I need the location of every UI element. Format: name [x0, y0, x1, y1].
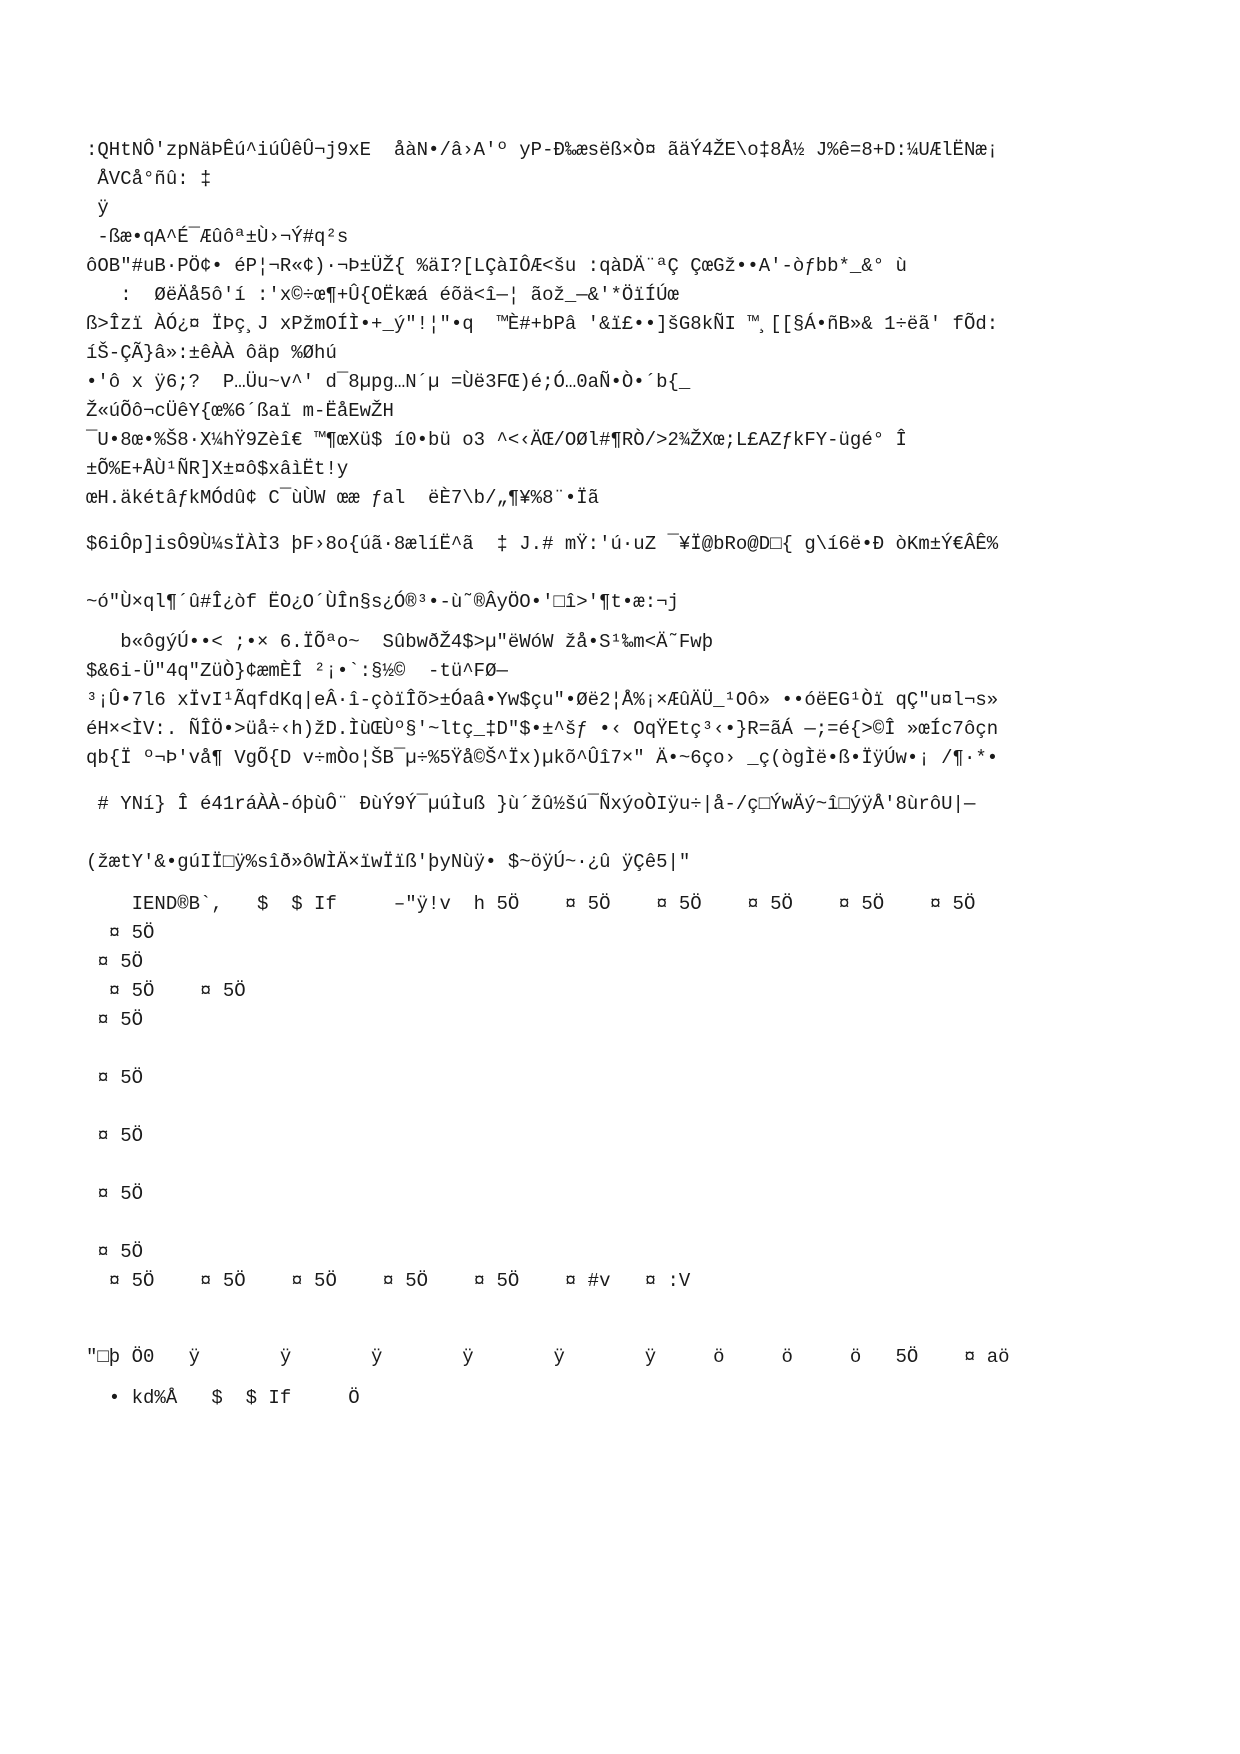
- text-line: ÅVCå°ñû: ‡: [86, 168, 212, 190]
- text-line: ¤ 5Ö: [86, 1183, 144, 1205]
- text-line: ôOB"#uB·PÖ¢• éP¦¬R«¢)·¬Þ±ÜŽ{ %äI?[LÇàIÔÆ<šu :qàDÄ¨ªÇ ÇœGž••A'-òƒbb*_&° ù: [86, 255, 907, 277]
- text-line: ~ó"Ù×ql¶´û#Î¿òf ËO¿O´ÙÎn§s¿Ó®³•-ù˜®ÂyÖO•'□î>'¶t•æ:¬j: [86, 591, 679, 613]
- text-line: :QHtNÔ'zpNäÞÊú^iúÛêÛ¬j9xE åàN•/â›A'º yP-Ð‰æsëß×Ò¤ ãäÝ4ŽE\o‡8Å½ J%ê=8+D:¼UÆlËNæ¡: [86, 139, 999, 161]
- text-line: ¤ 5Ö: [86, 1241, 144, 1263]
- text-line: qb{Ï º¬Þ'vå¶ VgÕ{D v÷mÒo¦ŠB¯µ÷%5Ÿå©Š^Ïx)µkõ^Ûî7×" Ä•~6ço› _ç(ògÌë•ß•ÏÿÚw•¡ /¶·*•: [86, 747, 999, 769]
- text-line: ß>Îzï ÀÓ¿¤ ÏÞç¸J xPžmOÍÌ•+_ý"!¦"•q ™È#+bPâ '&ï£••]šG8kÑI ™¸[[§Á•ñB»& 1÷ëã' fÕd:: [86, 313, 999, 335]
- text-line: $6iÔp]isÔ9Ù¼sÏÀÌ3 þF›8o{úã·8ælíË^ã ‡ J.# mŸ:'ú·uZ ¯¥Ï@bRo@D□{ g\í6ë•Ð òKm±Ý€ÂÊ%: [86, 533, 999, 555]
- text-line: íŠ-ÇÃ}â»:±êÀÀ ôäp %Øhú: [86, 342, 337, 364]
- text-line: ¤ 5Ö: [86, 922, 155, 944]
- text-line: éH×<ÌV:. ÑÎÖ•>üå÷‹h)žD.ÌùŒÙº§'~ltç_‡D"$•±^šƒ •‹ OqŸEtç³‹•}R=ãÁ —;=é{>©Î »œÍc7ôçn: [86, 718, 999, 740]
- text-line: IEND®B`, $ $ If –"ÿ!v h 5Ö ¤ 5Ö ¤ 5Ö ¤ 5Ö ¤ 5Ö ¤ 5Ö: [86, 893, 976, 915]
- text-line: : ØëÄå5ô'í :'x©÷œ¶+Û{OËkæá éõä<î—¦ ãož_—&'*ÖïÍÚœ: [86, 284, 679, 306]
- text-line: ¤ 5Ö: [86, 1067, 144, 1089]
- text-line: (žætY'&•gúIÏ□ÿ%sîð»ôWÌÄ×ïwÏïß'þyNùÿ• $~öÿÚ~·¿û ÿÇê5|": [86, 851, 691, 873]
- text-line: ³¡Û•7l6 xÏvI¹ÃqfdKq|eÂ·î-çòïÎõ>±Óaâ•Yw$çu"•Øë2¦Å%¡×ÆûÄÜ_¹Oô» ••óëEG¹Òï qÇ"u¤l¬s»: [86, 689, 999, 711]
- text-line: ¯U•8œ•%Š8·X¼hŸ9Zèî€ ™¶œXü$ í0•bü o3 ^<‹ÄŒ/OØl#¶RÒ/>2¾ŽXœ;L£AZƒkFY-ügé° Î: [86, 429, 907, 451]
- text-line: œH.äkétâƒkMÓdû¢ C¯ùÙW œæ ƒal ëÈ7\b/„¶¥%8¨•Ïã: [86, 487, 600, 509]
- text-line: ±Õ%E+ÅÙ¹ÑR]X±¤ô$xâìËt!y: [86, 458, 349, 480]
- text-line: b«ôgýÚ••< ;•× 6.ÏÕªo~ SûbwðŽ4$>µ"ëWóW žå•S¹‰m<Ä˜Fwþ: [86, 631, 714, 653]
- text-line: ¤ 5Ö: [86, 1009, 144, 1031]
- text-line: •'ô x ÿ6;? P…Üu~v^' d¯8µpg…N´µ =Ùë3FŒ)é;Ó…0aÑ•Ò•´b{_: [86, 371, 691, 393]
- text-line: ¤ 5Ö: [86, 1125, 144, 1147]
- text-line: ¤ 5Ö ¤ 5Ö ¤ 5Ö ¤ 5Ö ¤ 5Ö ¤ #v ¤ :V: [86, 1270, 691, 1292]
- text-line: -ßæ•qA^É¯Æûôª±Ù›¬Ý#q²s: [86, 226, 349, 248]
- text-line: Ž«úÕô¬cÜêY{œ%6´ßaï m-ËåEwŽH: [86, 400, 394, 422]
- text-line: # YNí} Î é41ráÀÀ-óþùÔ¨ ÐùÝ9Ý¯µúÌuß }ù´žû½šú¯ÑxýoÒIÿu÷|å-/ç□ÝwÄý~î□ýÿÅ'8ùrôU|—: [86, 793, 976, 815]
- text-line: ÿ: [86, 197, 109, 219]
- text-line: • kd%Å $ $ If Ö: [86, 1387, 360, 1409]
- text-line: ¤ 5Ö ¤ 5Ö: [86, 980, 246, 1002]
- text-line: $&6i-Ü"4q"ZüÒ}¢æmÈÎ ²¡•`:§½© -tü^FØ—: [86, 660, 508, 682]
- text-line: ¤ 5Ö: [86, 951, 144, 973]
- text-line: "□þ Ö0 ÿ ÿ ÿ ÿ ÿ ÿ ö ö ö 5Ö ¤ aö: [86, 1346, 1010, 1368]
